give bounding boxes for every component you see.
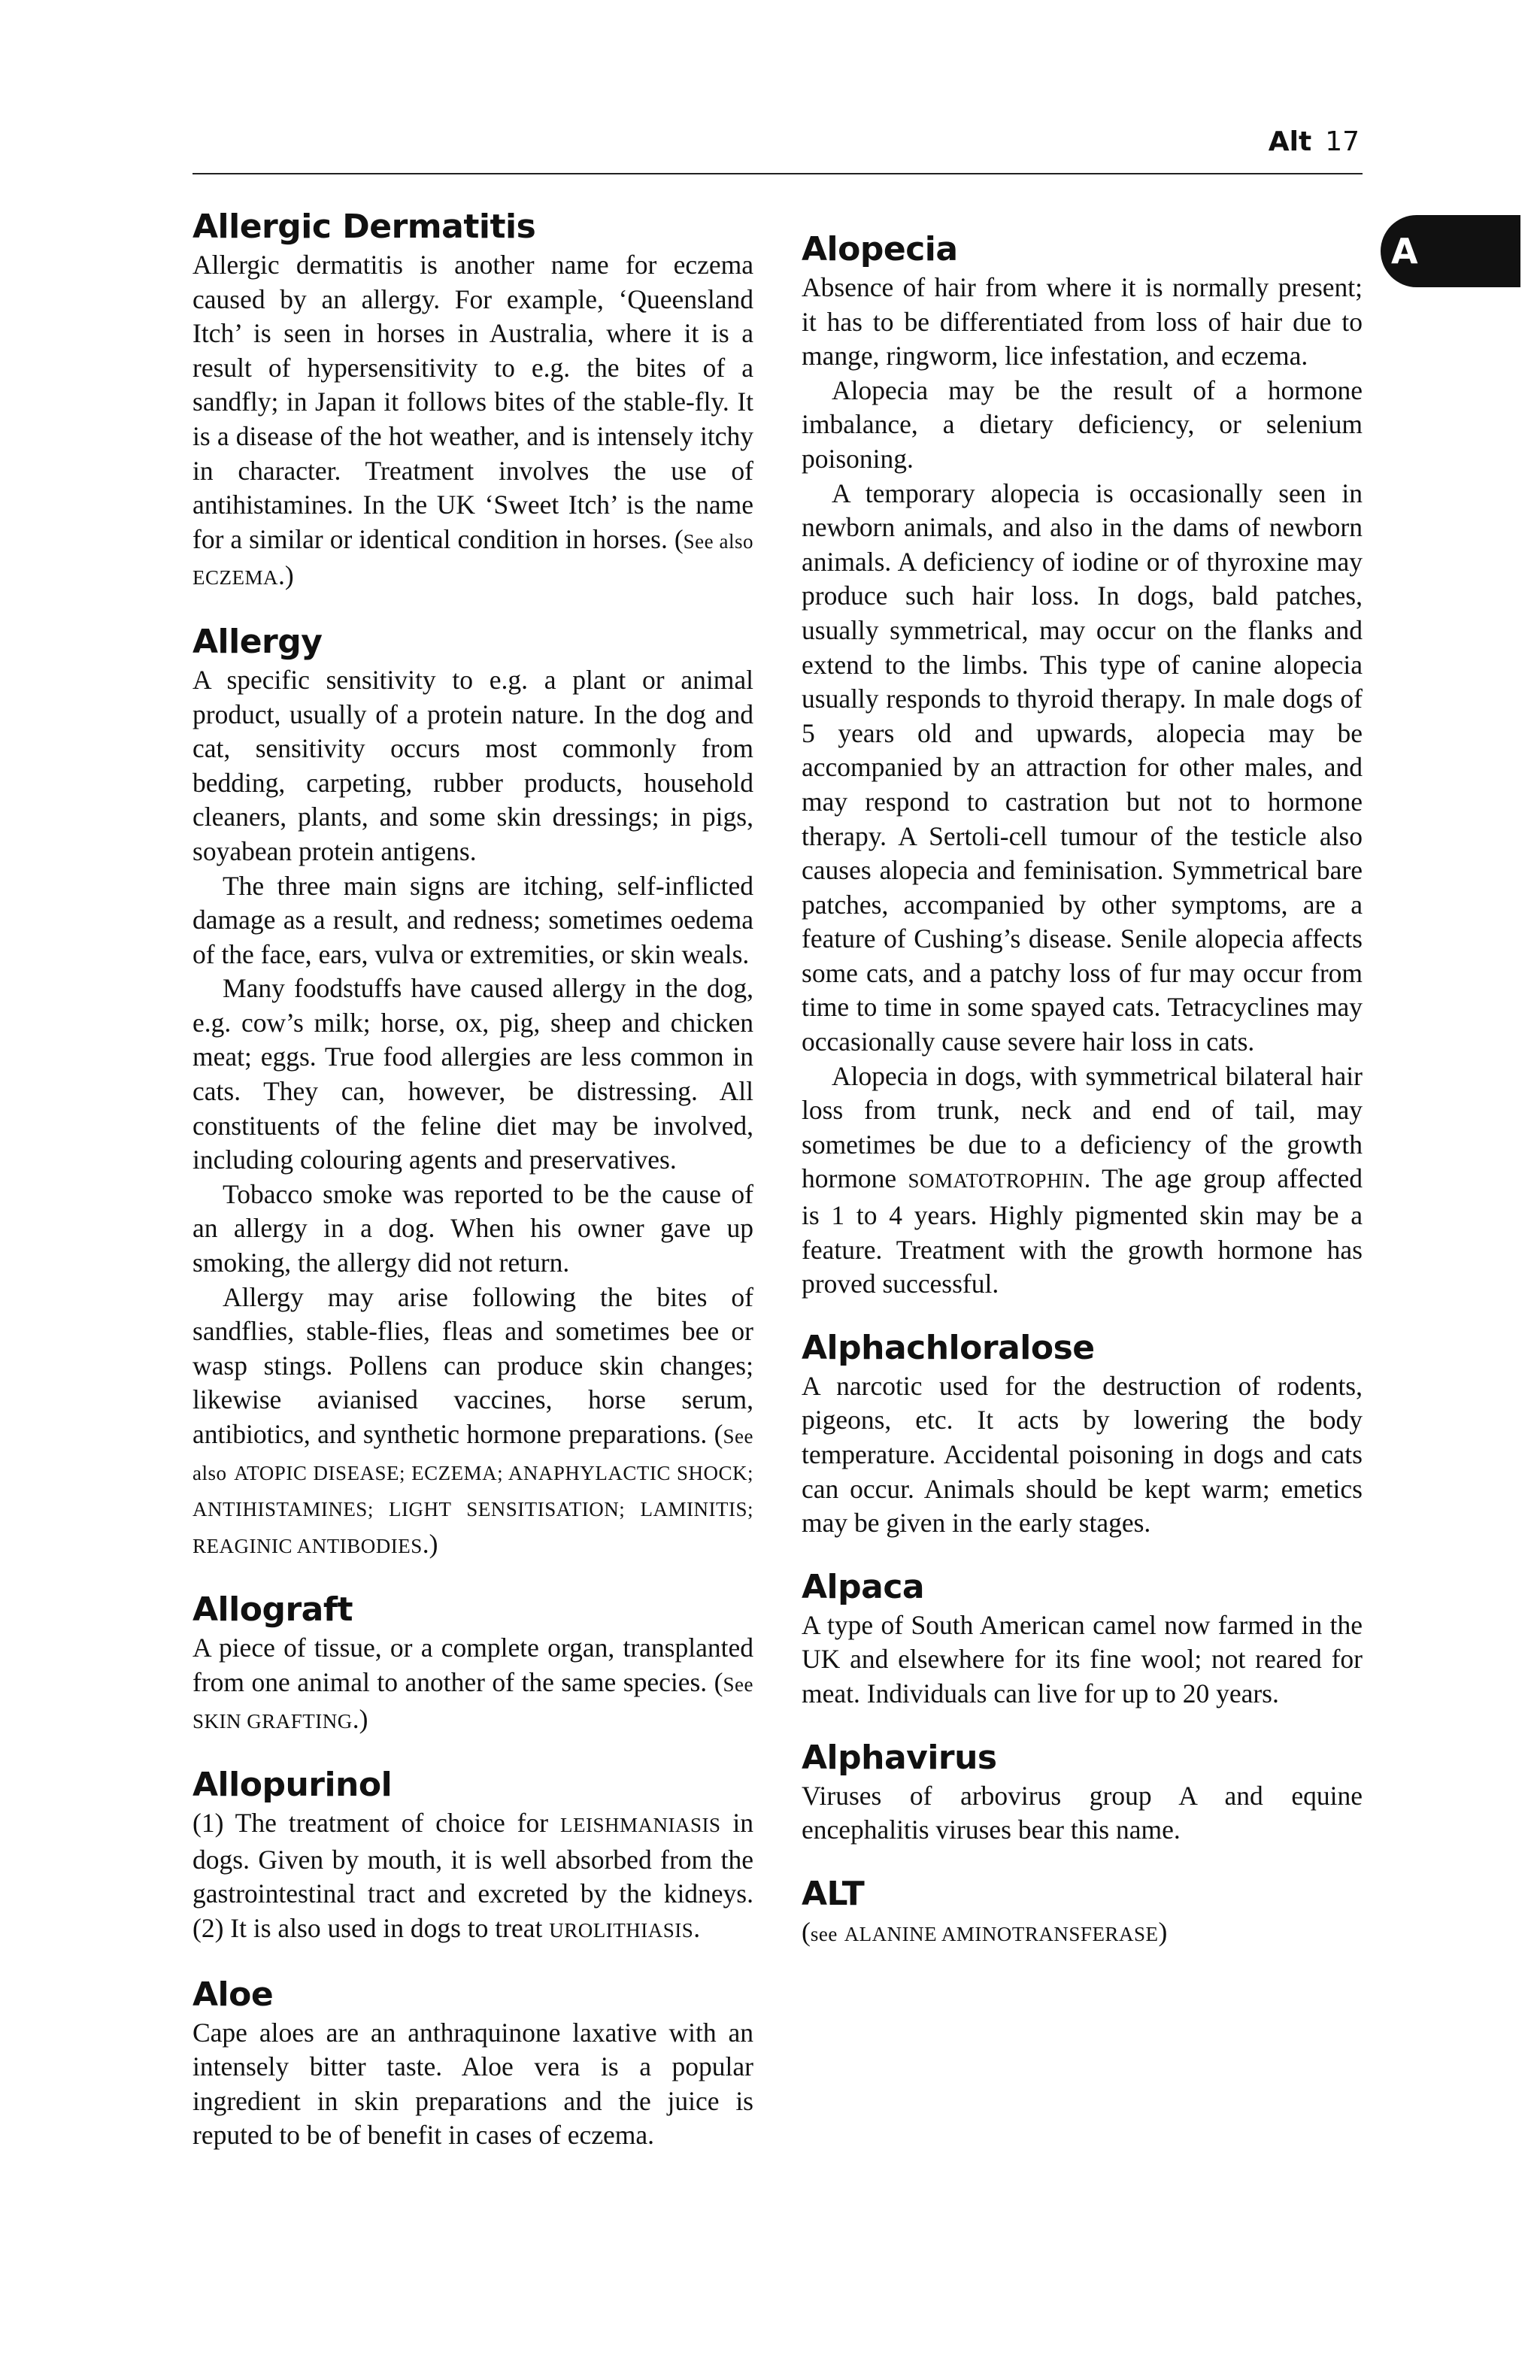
entry-body: Cape aloes are an anthraquinone laxative with an intensely bitter taste. Aloe vera is a popular ingredient in skin preparations and the juice is reputed to be of benefit in cases of eczema. [192, 2017, 753, 2151]
entry-body: Allergic dermatitis is another name for eczema caused by an allergy. For example, ‘Queensland Itch’ is seen in horses in Australia, where it is a result of hypersensitivity to e.g. the bites of a sandfly; in Japan it follows bites of the stable-fly. It is a disease of the hot weather, and is intensely itchy in character. Treatment involves the use of antihistamines. In the UK ‘Sweet Itch’ is the name for a similar or identical condition in horses. (See also ECZEMA.) [192, 250, 753, 591]
entry-body: Many foodstuffs have caused allergy in the dog, e.g. cow’s milk; horse, ox, pig, sheep and chicken meat; eggs. True food allergies are less common in cats. They can, however, be distressing. All constituents of the feline diet may be involved, including colouring agents and preservatives. [192, 973, 753, 1175]
entry-body: A temporary alopecia is occasionally seen in newborn animals, and also in the dams of newborn animals. A deficiency of iodine or of thyroxine may produce such hair loss. In dogs, bald patches, usually symmetrical, may occur on the flanks and extend to the limbs. This type of canine alopecia usually responds to thyroid therapy. In male dogs of 5 years old and upwards, alopecia may be accompanied by an attraction for other males, and may respond to castration but not to hormone therapy. A Sertoli-cell tumour of the testicle also causes alopecia and feminisation. Symmetrical bare patches, accompanied by other symptoms, are a feature of Cushing’s disease. Senile alopecia affects some cats, and a patchy loss of fur may occur from time to time in some spayed cats. Tetracyclines may occasionally cause severe hair loss in cats. [802, 478, 1363, 1057]
entry-title-allergic-dermatitis: Allergic Dermatitis [192, 208, 536, 246]
entry-title-alt: ALT [802, 1874, 865, 1913]
entry-body: A narcotic used for the destruction of rodents, pigeons, etc. It acts by lowering the body temperature. Accidental poisoning in dogs and cats can occur. Animals should be kept warm; emetics may be given in the early stages. [802, 1370, 1363, 1539]
entry-title-aloe: Aloe [192, 1975, 274, 2014]
entry-title-alphachloralose: Alphachloralose [802, 1328, 1095, 1367]
entry-body: Alopecia in dogs, with symmetrical bilateral hair loss from trunk, neck and end of tail, may sometimes be due to a deficiency of the growth hormone SOMATOTROPHIN. The age group affected is 1 to 4 years. Highly pigmented skin may be a feature. Treatment with the growth hormone has proved successful. [802, 1060, 1363, 1299]
entry-body: (1) The treatment of choice for LEISHMANIASIS in dogs. Given by mouth, it is well absorbed from the gastrointestinal tract and excreted by the kidneys. (2) It is also used in dogs to treat UROLITHIASIS. [192, 1808, 753, 1943]
entry-body: A piece of tissue, or a complete organ, transplanted from one animal to another of the same species. (See SKIN GRAFTING.) [192, 1633, 753, 1734]
entry-body: The three main signs are itching, self-inflicted damage as a result, and redness; sometimes oedema of the face, ears, vulva or extremities, or skin weals. [192, 870, 753, 969]
running-head [1269, 126, 1360, 157]
header-rule [192, 173, 1363, 174]
entry-body: A type of South American camel now farmed in the UK and elsewhere for its fine wool; not reared for meat. Individuals can live for up to 20 years. [802, 1609, 1363, 1708]
entry-title-allopurinol: Allopurinol [192, 1766, 393, 1805]
entry-title-alpaca: Alpaca [802, 1567, 925, 1606]
entry-title-alopecia: Alopecia [802, 230, 958, 268]
entry-title-alphavirus: Alphavirus [802, 1738, 997, 1777]
entry-body: Absence of hair from where it is normally present; it has to be differentiated from loss of hair due to mange, ringworm, lice infestation, and eczema. [802, 272, 1363, 371]
entry-title-allograft: Allograft [192, 1590, 353, 1630]
entry-body: Viruses of arbovirus group A and equine encephalitis viruses bear this name. [802, 1780, 1363, 1845]
running-head-word: Alt [1268, 126, 1312, 157]
right-column [802, 203, 1363, 1951]
cross-reference: UROLITHIASIS [549, 1918, 694, 1942]
entry-body: A specific sensitivity to e.g. a plant or animal product, usually of a protein nature. In the dog and cat, sensitivity occurs most commonly from bedding, carpeting, rubber products, household cleaners, plants, and some skin dressings; in pigs, soyabean protein antigens. [192, 664, 753, 866]
cross-reference: ECZEMA [192, 566, 278, 590]
cross-reference: ALANINE AMINOTRANSFERASE [844, 1922, 1159, 1945]
cross-reference: SOMATOTROPHIN [908, 1169, 1084, 1193]
entry-title-allergy: Allergy [192, 622, 323, 661]
section-tab-letter: A [1381, 215, 1520, 287]
cross-reference: LEISHMANIASIS [559, 1814, 721, 1837]
entry-body: (see ALANINE AMINOTRANSFERASE) [802, 1916, 1168, 1947]
page-number: 17 [1325, 126, 1360, 157]
cross-reference: SKIN GRAFTING [192, 1709, 353, 1733]
entry-body: Allergy may arise following the bites of sandflies, stable-flies, fleas and sometimes bee or wasp stings. Pollens can produce skin changes; likewise avianised vaccines, horse serum, antibiotics, and synthetic hormone preparations. (See also ATOPIC DISEASE; ECZEMA; ANAPHYLACTIC SHOCK; ANTIHISTAMINES; LIGHT SENSITISATION; LAMINITIS; REAGINIC ANTIBODIES.) [192, 1281, 754, 1559]
left-column [192, 203, 753, 2153]
cross-reference: ATOPIC DISEASE; ECZEMA; ANAPHYLACTIC SHOCK; ANTIHISTAMINES; LIGHT SENSITISATION; LAMINITIS; REAGINIC ANTIBODIES [192, 1461, 754, 1557]
entry-body: Tobacco smoke was reported to be the cause of an allergy in a dog. When his owner gave up smoking, the allergy did not return. [192, 1178, 753, 1278]
entry-body: Alopecia may be the result of a hormone imbalance, a dietary deficiency, or selenium poisoning. [802, 374, 1363, 474]
